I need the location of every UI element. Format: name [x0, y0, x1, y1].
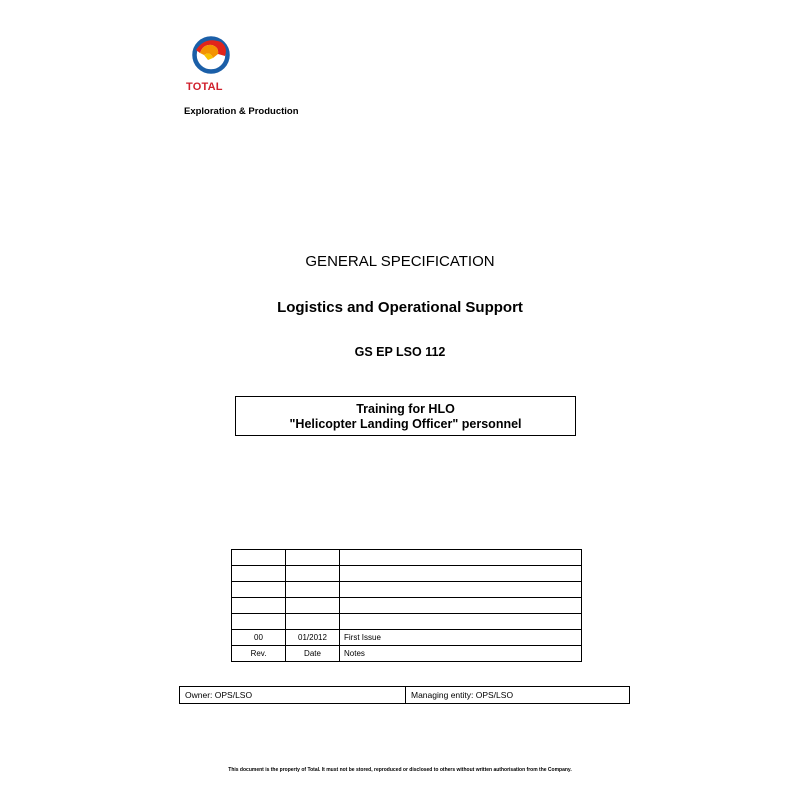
rev-cell — [232, 582, 286, 598]
rev-cell — [232, 614, 286, 630]
rev-cell — [232, 550, 286, 566]
date-cell — [286, 582, 340, 598]
notes-cell — [340, 566, 582, 582]
document-title: Logistics and Operational Support — [277, 299, 523, 316]
table-row — [232, 550, 582, 566]
rev-cell — [232, 598, 286, 614]
table-row — [232, 566, 582, 582]
date-header: Date — [286, 646, 340, 662]
table-header-row — [232, 646, 582, 662]
rev-cell: 00 — [232, 630, 286, 646]
owner-field: Owner: OPS/LSO — [180, 687, 406, 703]
brand-wordmark: TOTAL — [186, 81, 223, 93]
subject-line-1: Training for HLO — [356, 402, 455, 416]
date-cell — [286, 598, 340, 614]
table-row — [232, 614, 582, 630]
notes-cell — [340, 582, 582, 598]
ownership-box — [179, 686, 630, 704]
managing-entity-field: Managing entity: OPS/LSO — [411, 690, 514, 700]
notes-cell: First Issue — [340, 630, 582, 646]
table-row — [232, 598, 582, 614]
subject-box — [235, 396, 576, 436]
confidentiality-notice: This document is the property of Total. It must not be stored, reproduced or disclosed to others without written authorisation from the Company. — [228, 767, 572, 773]
notes-header: Notes — [340, 646, 582, 662]
date-cell: 01/2012 — [286, 630, 340, 646]
document-type: GENERAL SPECIFICATION — [305, 253, 495, 270]
table-row — [232, 582, 582, 598]
division-name: Exploration & Production — [184, 106, 299, 117]
document-code: GS EP LSO 112 — [354, 345, 446, 359]
date-cell — [286, 614, 340, 630]
date-cell — [286, 566, 340, 582]
table-row — [232, 630, 582, 646]
revision-table — [231, 549, 582, 662]
rev-header: Rev. — [232, 646, 286, 662]
notes-cell — [340, 550, 582, 566]
total-logo — [191, 34, 231, 76]
date-cell — [286, 550, 340, 566]
notes-cell — [340, 598, 582, 614]
rev-cell — [232, 566, 286, 582]
notes-cell — [340, 614, 582, 630]
subject-line-2: "Helicopter Landing Officer" personnel — [289, 417, 522, 431]
